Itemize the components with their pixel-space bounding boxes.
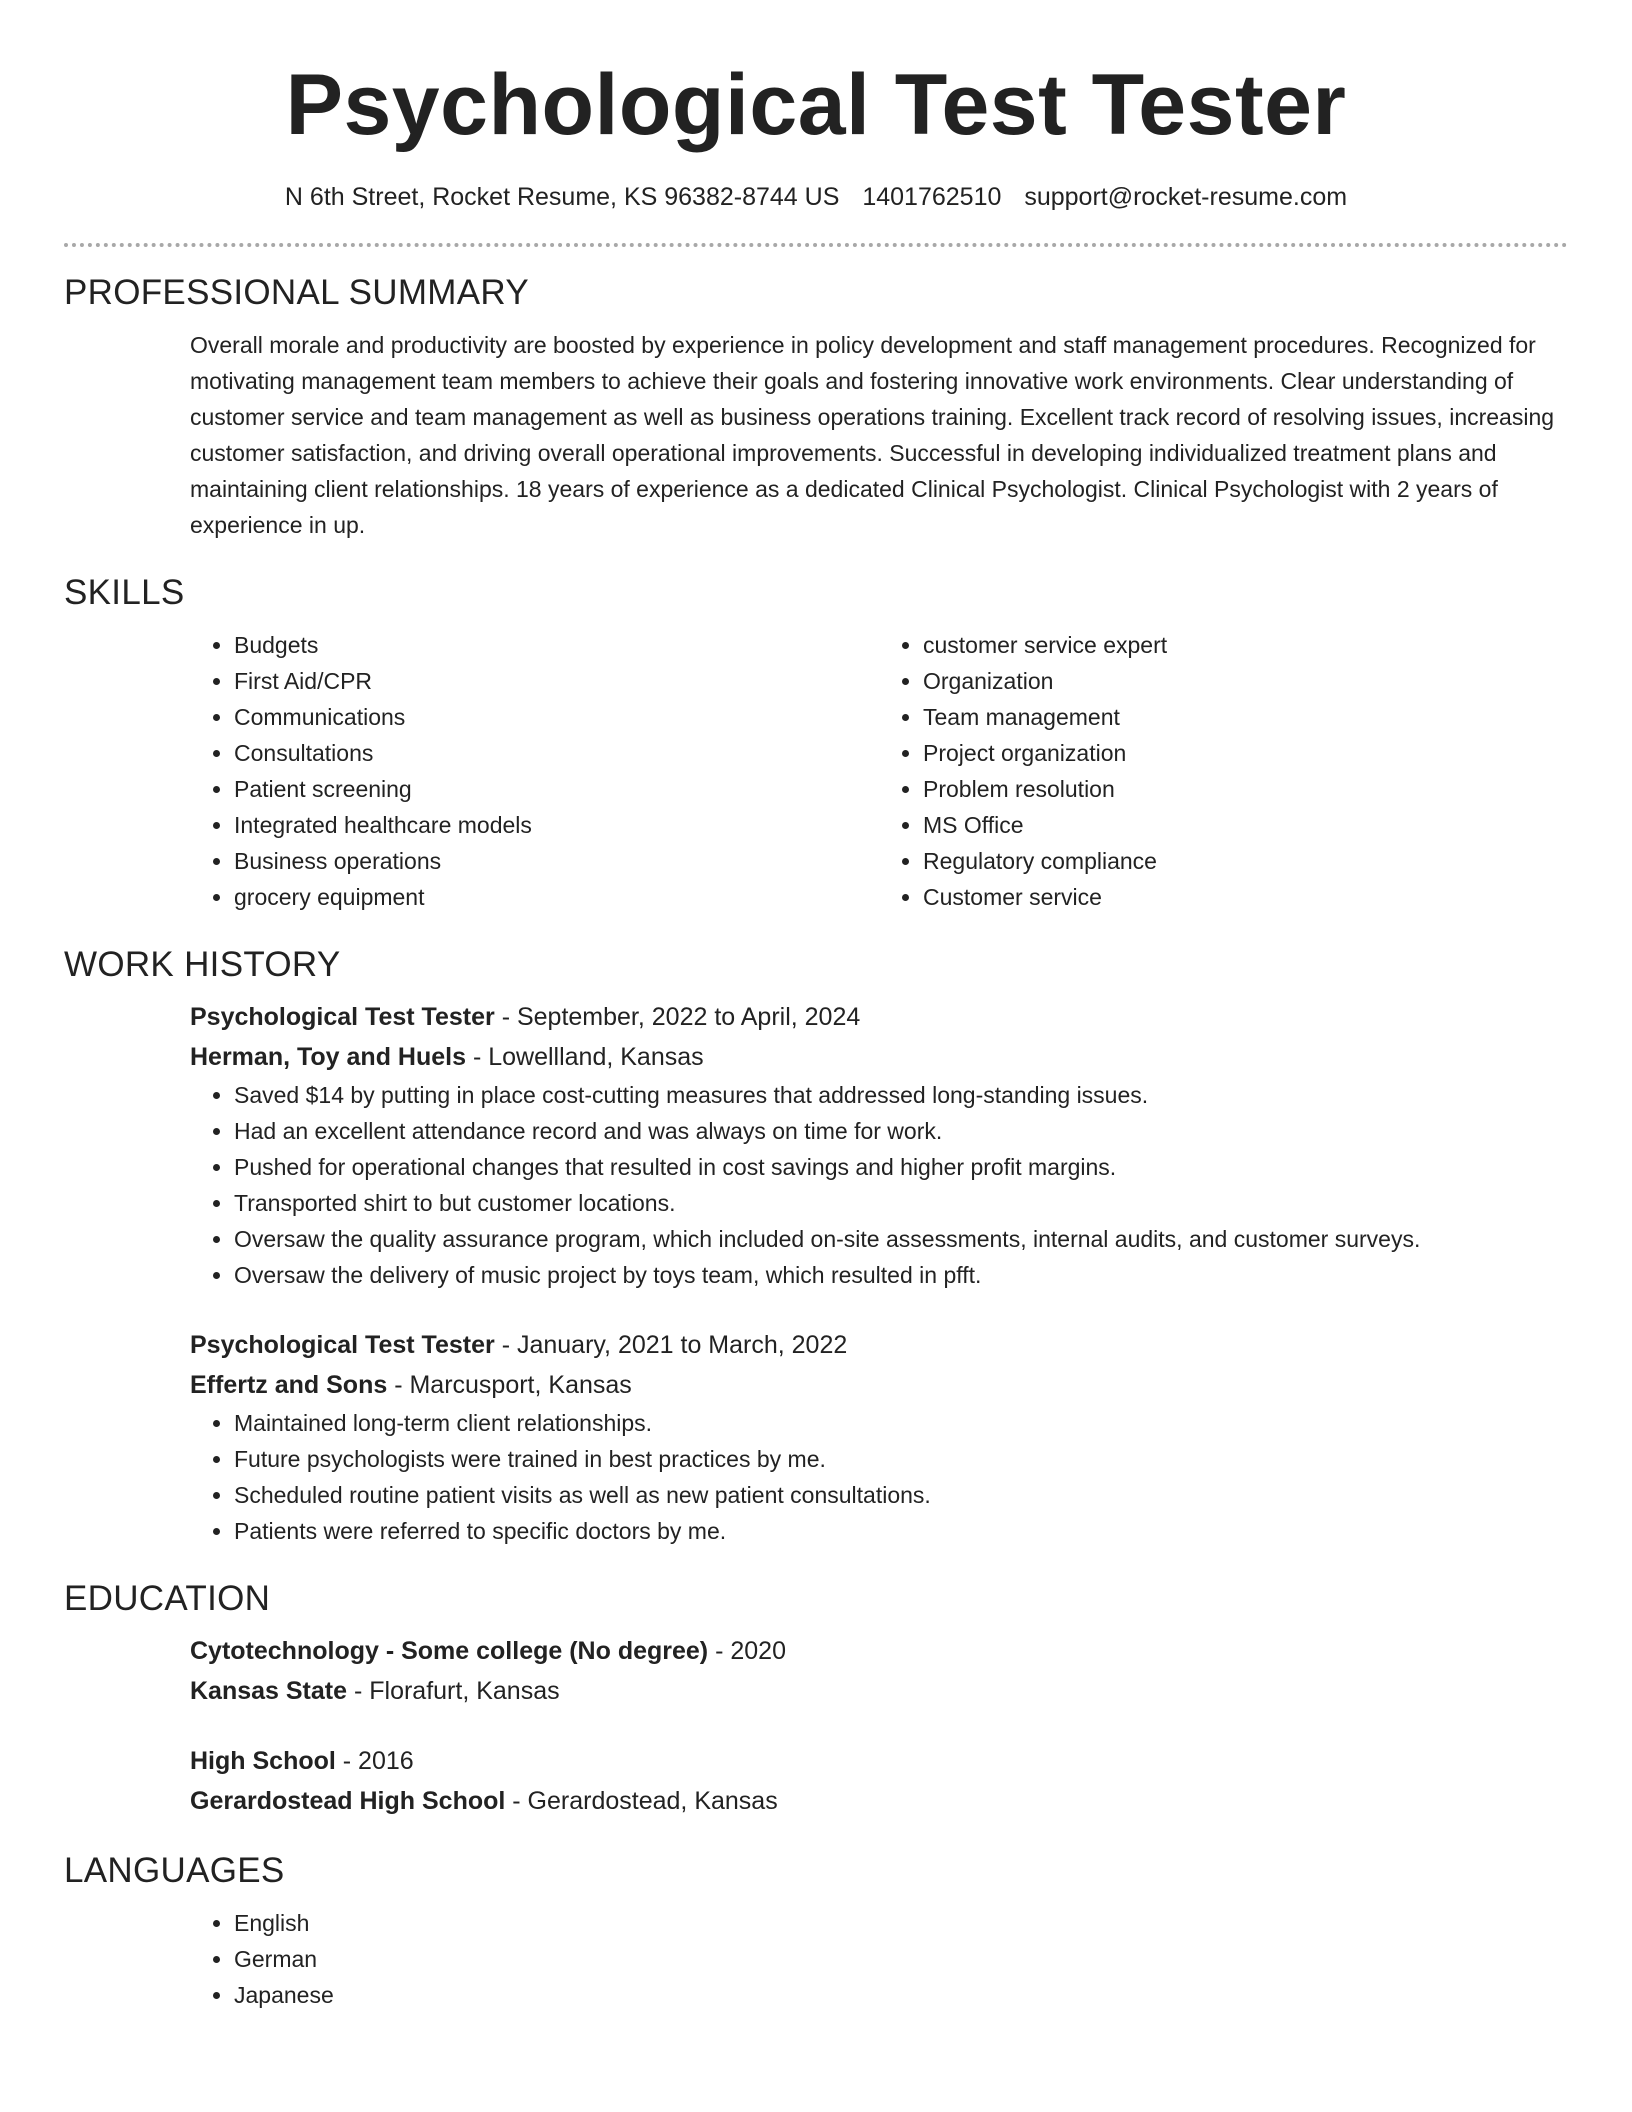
education-location: - Gerardostead, Kansas — [505, 1787, 778, 1815]
job-company-line — [190, 1037, 1568, 1077]
job-entry — [190, 997, 1568, 1293]
education-heading: EDUCATION — [64, 1579, 271, 1618]
skill-item: • customer service expert — [923, 627, 1568, 663]
languages-list — [190, 1905, 1568, 2013]
candidate-name: Psychological Test Tester — [285, 57, 1347, 153]
job-bullet: • Scheduled routine patient visits as well as new patient consultations. — [234, 1477, 1568, 1513]
skill-item: • Project organization — [923, 735, 1568, 771]
address-text: N 6th Street, Rocket Resume, KS 96382-8744 US — [284, 183, 840, 211]
job-location: - Lowellland, Kansas — [466, 1043, 704, 1071]
skill-item: • Organization — [923, 663, 1568, 699]
job-bullet: • Pushed for operational changes that resulted in cost savings and higher profit margins. — [234, 1149, 1568, 1185]
skills-columns — [190, 627, 1568, 915]
education-school-line — [190, 1781, 1568, 1821]
language-item: • German — [234, 1941, 1568, 1977]
job-bullet: • Oversaw the delivery of music project by toys team, which resulted in pfft. — [234, 1257, 1568, 1293]
skill-item: • Budgets — [234, 627, 879, 663]
job-bullet: • Saved $14 by putting in place cost-cutting measures that addressed long-standing issues. — [234, 1077, 1568, 1113]
education-degree: Cytotechnology - Some college (No degree) — [190, 1637, 709, 1665]
job-bullet: • Had an excellent attendance record and was always on time for work. — [234, 1113, 1568, 1149]
header-divider — [64, 243, 1568, 247]
languages-heading: LANGUAGES — [64, 1851, 285, 1890]
education-year: - 2016 — [335, 1747, 414, 1775]
skill-item: • Regulatory compliance — [923, 843, 1568, 879]
education-location: - Florafurt, Kansas — [347, 1677, 560, 1705]
skills-list-right — [879, 627, 1568, 915]
contact-line — [64, 179, 1568, 215]
education-degree-line — [190, 1741, 1568, 1781]
education-degree: High School — [190, 1747, 336, 1775]
job-bullet: • Oversaw the quality assurance program, which included on-site assessments, internal audits, and customer surveys. — [234, 1221, 1568, 1257]
summary-body — [190, 327, 1568, 543]
job-entry — [190, 1325, 1568, 1549]
job-bullet: • Maintained long-term client relationships. — [234, 1405, 1568, 1441]
job-title-line — [190, 1325, 1568, 1365]
skills-section — [64, 571, 1568, 915]
job-company-line — [190, 1365, 1568, 1405]
skill-item: • Customer service — [923, 879, 1568, 915]
summary-text: Overall morale and productivity are boosted by experience in policy development and staff management procedures. Recognized for motivating management team members to achieve their goals and fostering innovative work environments. Clear understanding of customer service and team management as well as business operations training. Excellent track record of resolving issues, increasing customer satisfaction, and driving overall operational improvements. Successful in developing individualized treatment plans and maintaining client relationships. 18 years of experience as a dedicated Clinical Psychologist. Clinical Psychologist with 2 years of experience in up. — [190, 332, 1555, 538]
job-role: Psychological Test Tester — [190, 1331, 495, 1359]
education-degree-line — [190, 1631, 1568, 1671]
education-school-line — [190, 1671, 1568, 1711]
education-entry — [190, 1631, 1568, 1711]
education-school: Gerardostead High School — [190, 1787, 506, 1815]
skills-heading: SKILLS — [64, 573, 185, 612]
education-school: Kansas State — [190, 1677, 348, 1705]
languages-section — [64, 1849, 1568, 2013]
job-bullet: • Transported shirt to but customer locations. — [234, 1185, 1568, 1221]
job-bullet: • Patients were referred to specific doctors by me. — [234, 1513, 1568, 1549]
job-bullets — [190, 1077, 1568, 1293]
work-history-heading: WORK HISTORY — [64, 945, 341, 984]
education-section — [64, 1577, 1568, 1821]
skill-item: • Integrated healthcare models — [234, 807, 879, 843]
education-entry — [190, 1741, 1568, 1821]
job-location: - Marcusport, Kansas — [387, 1371, 632, 1399]
skill-item: • Business operations — [234, 843, 879, 879]
skill-item: • Consultations — [234, 735, 879, 771]
skill-item: • Problem resolution — [923, 771, 1568, 807]
job-role: Psychological Test Tester — [190, 1003, 495, 1031]
skill-item: • Team management — [923, 699, 1568, 735]
skill-item: • First Aid/CPR — [234, 663, 879, 699]
job-company: Herman, Toy and Huels — [190, 1043, 466, 1071]
languages-body — [190, 1905, 1568, 2013]
skill-item: • grocery equipment — [234, 879, 879, 915]
summary-section — [64, 271, 1568, 543]
job-company: Effertz and Sons — [190, 1371, 388, 1399]
job-dates: - January, 2021 to March, 2022 — [494, 1331, 848, 1359]
email-text: support@rocket-resume.com — [1024, 183, 1348, 211]
skills-list-left — [190, 627, 879, 915]
language-item: • English — [234, 1905, 1568, 1941]
job-bullets — [190, 1405, 1568, 1549]
skill-item: • Communications — [234, 699, 879, 735]
phone-text: 1401762510 — [862, 183, 1002, 211]
language-item: • Japanese — [234, 1977, 1568, 2013]
job-dates: - September, 2022 to April, 2024 — [494, 1003, 861, 1031]
skill-item: • Patient screening — [234, 771, 879, 807]
job-bullet: • Future psychologists were trained in best practices by me. — [234, 1441, 1568, 1477]
job-title-line — [190, 997, 1568, 1037]
work-history-section — [64, 943, 1568, 1549]
education-year: - 2020 — [708, 1637, 786, 1665]
skill-item: • MS Office — [923, 807, 1568, 843]
summary-heading: PROFESSIONAL SUMMARY — [64, 273, 529, 312]
